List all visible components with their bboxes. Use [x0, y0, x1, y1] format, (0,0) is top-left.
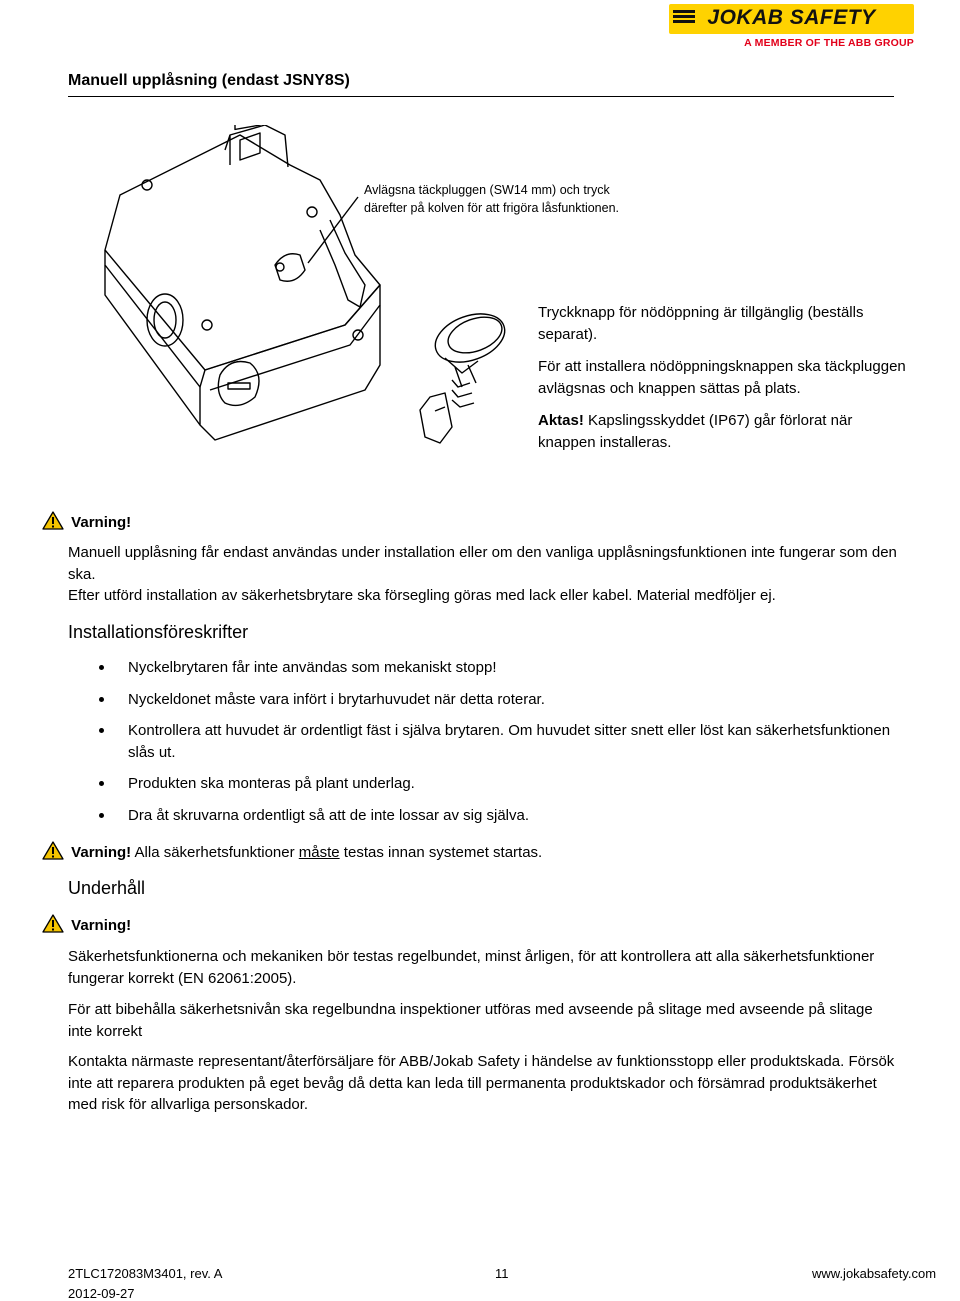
side-paragraph-1: Tryckknapp för nödöppning är tillgänglig (beställs separat). [538, 304, 864, 343]
maintenance-paragraph-1: Säkerhetsfunktionerna och mekaniken bör testas regelbundet, minst årligen, för att kontrollera att alla säkerhetsfunktioner fungerar korrekt (EN 62061:2005). [68, 948, 875, 987]
warning-label-3: Varning! [71, 917, 132, 934]
logo-yellow-bar [669, 4, 914, 34]
footer-website: www.jokabsafety.com [812, 1266, 937, 1281]
footer-date: 2012-09-27 [68, 1286, 135, 1301]
maintenance-paragraph-3: Kontakta närmaste representant/återförsäljare för ABB/Jokab Safety i händelse av funktionsstopp eller produktskada. Försök inte att reparera produkten på eget bevåg då detta kan leda till permanenta produktskador och försämrad produktsäkerhet med risk för allvarliga personskador. [68, 1053, 895, 1113]
header-divider [68, 96, 894, 97]
warning-text-1 [68, 542, 898, 607]
list-item: Kontrollera att huvudet är ordentligt fäst i själva brytaren. Om huvudet sitter snett eller löst kan säkerhetsfunktionen slås ut. [98, 720, 898, 763]
warning-text-2-underlined: måste [298, 844, 340, 861]
maintenance-heading: Underhåll [68, 878, 146, 898]
footer-doc-id: 2TLC172083M3401, rev. A [68, 1266, 223, 1281]
installation-heading: Installationsföreskrifter [68, 622, 249, 642]
emergency-button-text [538, 302, 908, 464]
warning-triangle-icon [42, 914, 64, 933]
switch-drawing [90, 125, 530, 465]
caution-label: Aktas! [538, 412, 584, 429]
maintenance-paragraph-2: För att bibehålla säkerhetsnivån ska regelbundna inspektioner utföras med avseende på slitage med avseende på slitage inte korrekt [68, 1001, 873, 1040]
side-paragraph-3 [538, 410, 908, 454]
warning-text-2-pre: Alla säkerhetsfunktioner [131, 844, 299, 861]
jokab-safety-logo [669, 4, 914, 52]
logo-text: JOKAB SAFETY [707, 6, 876, 29]
logo-subtext: A MEMBER OF THE ABB GROUP [744, 37, 914, 49]
warning-heading-3 [42, 914, 131, 934]
warning-row-2 [42, 841, 542, 861]
warning-text-1-line-2: Efter utförd installation av säkerhetsbrytare ska försegling göras med lack eller kabel. Material medföljer ej. [68, 587, 776, 604]
warning-triangle-icon [42, 511, 64, 530]
warning-heading-1 [42, 511, 131, 531]
side-paragraph-2: För att installera nödöppningsknappen ska täckpluggen avlägsnas och knappen sättas på plats. [538, 358, 906, 397]
list-item: Nyckeldonet måste vara infört i brytarhuvudet när detta roterar. [98, 689, 898, 711]
warning-text-2-post: testas innan systemet startas. [339, 844, 543, 861]
warning-triangle-icon [42, 841, 64, 860]
figure-callout-top [364, 181, 694, 217]
installation-list [98, 657, 898, 826]
callout-line-2: därefter på kolven för att frigöra låsfunktionen. [364, 201, 620, 215]
list-item: Dra åt skruvarna ordentligt så att de inte lossar av sig själva. [98, 805, 898, 827]
list-item: Nyckelbrytaren får inte användas som mekaniskt stopp! [98, 657, 898, 679]
callout-line-1: Avlägsna täckpluggen (SW14 mm) och tryck [364, 183, 610, 197]
caution-text: Kapslingsskyddet (IP67) går förlorat när knappen installeras. [538, 412, 853, 451]
warning-label-1: Varning! [71, 514, 132, 531]
list-item: Produkten ska monteras på plant underlag. [98, 773, 898, 795]
warning-text-1-line-1: Manuell upplåsning får endast användas under installation eller om den vanliga upplåsningsfunktionen inte fungerar som den ska. [68, 544, 897, 583]
warning-label-2: Varning! [71, 844, 132, 861]
section-title: Manuell upplåsning (endast JSNY8S) [68, 72, 350, 89]
footer-page-number: 11 [495, 1266, 509, 1281]
